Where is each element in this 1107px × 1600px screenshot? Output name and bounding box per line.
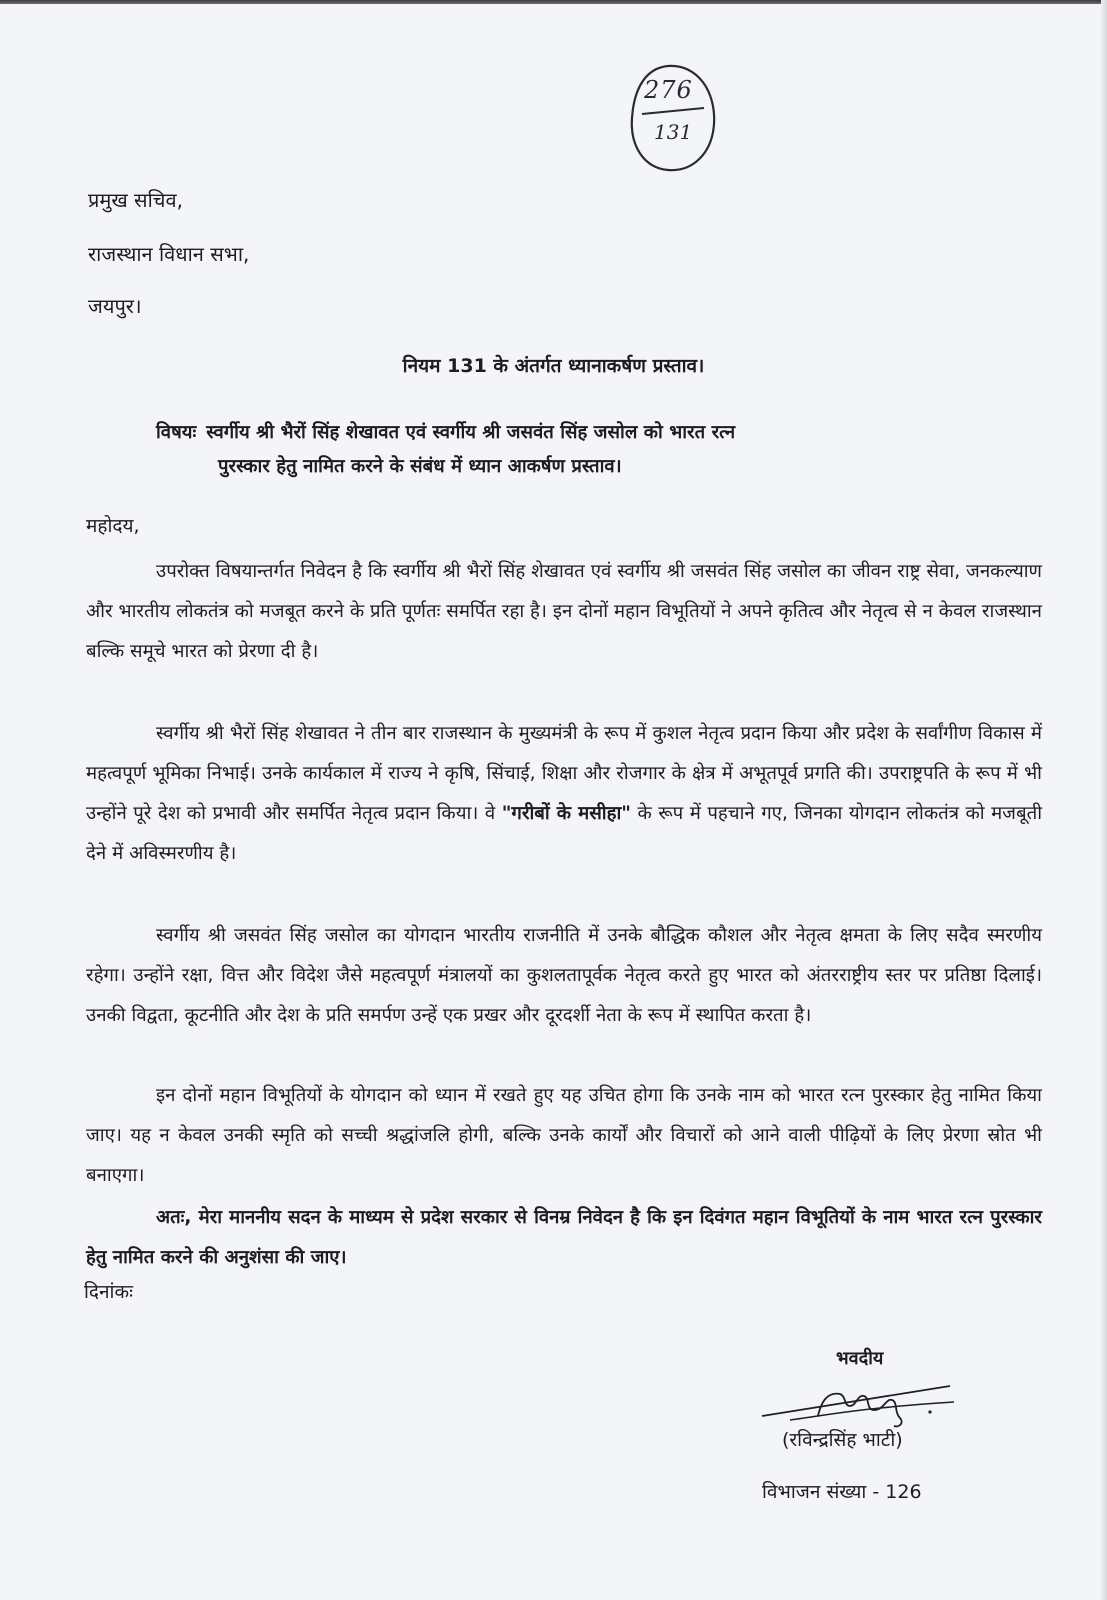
paragraph-1: उपरोक्त विषयान्तर्गत निवेदन है कि स्वर्गीय श्री भैरों सिंह शेखावत एवं स्वर्गीय श्री जसवंत सिंह जसोल का जीवन राष्ट्र सेवा, जनकल्याण और भारतीय लोकतंत्र को मजबूत करने के प्रति पूर्णतः समर्पित रहा है। इन दोनों महान विभूतियों ने अपने कृतित्व और नेतृत्व से न केवल राजस्थान बल्कि समूचे भारत को प्रेरणा दी है।: [86, 561, 1042, 662]
salutation: महोदय,: [86, 515, 140, 537]
paragraph-2: [86, 714, 1042, 874]
paragraph-3: स्वर्गीय श्री जसवंत सिंह जसोल का योगदान भारतीय राजनीति में उनके बौद्धिक कौशल और नेतृत्व क्षमता के लिए सदैव स्मरणीय रहेगा। उन्होंने रक्षा, वित्त और विदेश जैसे महत्वपूर्ण मंत्रालयों का कुशलतापूर्वक नेतृत्व करते हुए भारत को अंतरराष्ट्रीय स्तर पर प्रतिष्ठा दिलाई। उनकी विद्वता, कूटनीति और देश के प्रति समर्पण उन्हें एक प्रखर और दूरदर्शी नेता के रूप में स्थापित करता है।: [86, 925, 1042, 1026]
scan-top-edge: [0, 0, 1107, 4]
date-label: दिनांकः: [84, 1281, 133, 1303]
signer-name: (रविन्द्रसिंह भाटी): [782, 1429, 903, 1451]
letter-title: नियम 131 के अंतर्गत ध्यानाकर्षण प्रस्ताव।: [402, 355, 705, 377]
subject-label: विषयः: [156, 422, 197, 443]
subject-line-2: पुरस्कार हेतु नामित करने के संबंध में ध्यान आकर्षण प्रस्ताव।: [218, 456, 622, 477]
paragraph-5-request: अतः, मेरा माननीय सदन के माध्यम से प्रदेश सरकार से विनम्र निवेदन है कि इन दिवंगत महान विभूतियों के नाम भारत रत्न पुरस्कार हेतु नामित करने की अनुशंसा की जाए।: [86, 1207, 1042, 1268]
handwritten-number-stamp: [628, 62, 718, 174]
subject-block: [156, 416, 1044, 484]
scan-right-edge: [1101, 0, 1107, 1600]
paragraph-4: इन दोनों महान विभूतियों के योगदान को ध्यान में रखते हुए यह उचित होगा कि उनके नाम को भारत रत्न पुरस्कार हेतु नामित किया जाए। यह न केवल उनकी स्मृति को सच्ची श्रद्धांजलि होगी, बल्कि उनके कार्यों और विचारों को आने वाली पीढ़ियों के लिए प्रेरणा स्रोत भी बनाएगा।: [86, 1085, 1042, 1186]
address-line-2: राजस्थान विधान सभा,: [88, 242, 250, 266]
paragraph-2-text-end: के रूप में पहचाने गए, जिनका योगदान लोकतंत्र को मजबूती देने में अविस्मरणीय है।: [86, 803, 1043, 864]
address-line-1: प्रमुख सचिव,: [88, 188, 183, 212]
division-number: विभाजन संख्या - 126: [762, 1481, 922, 1503]
stamp-number-bottom: 131: [654, 120, 693, 144]
paragraph-2-text: स्वर्गीय श्री भैरों सिंह शेखावत ने तीन बार राजस्थान के मुख्यमंत्री के रूप में कुशल नेतृत्व प्रदान किया और प्रदेश के सर्वांगीण विकास में महत्वपूर्ण भूमिका निभाई। उनके कार्यकाल में राज्य ने कृषि, सिंचाई, शिक्षा और रोजगार के क्षेत्र में अभूतपूर्व प्रगति की। उपराष्ट्रपति के रूप में भी उन्होंने पूरे देश को प्रभावी और समर्पित नेतृत्व प्रदान किया। वे: [86, 723, 1042, 824]
address-line-3: जयपुर।: [88, 294, 142, 318]
subject-line-1: स्वर्गीय श्री भैरों सिंह शेखावत एवं स्वर्गीय श्री जसवंत सिंह जसोल को भारत रत्न: [206, 422, 736, 443]
paragraph-2-quote: "गरीबों के मसीहा": [501, 803, 631, 824]
stamp-number-top: 276: [644, 76, 693, 104]
closing-regards: भवदीय: [836, 1348, 884, 1369]
